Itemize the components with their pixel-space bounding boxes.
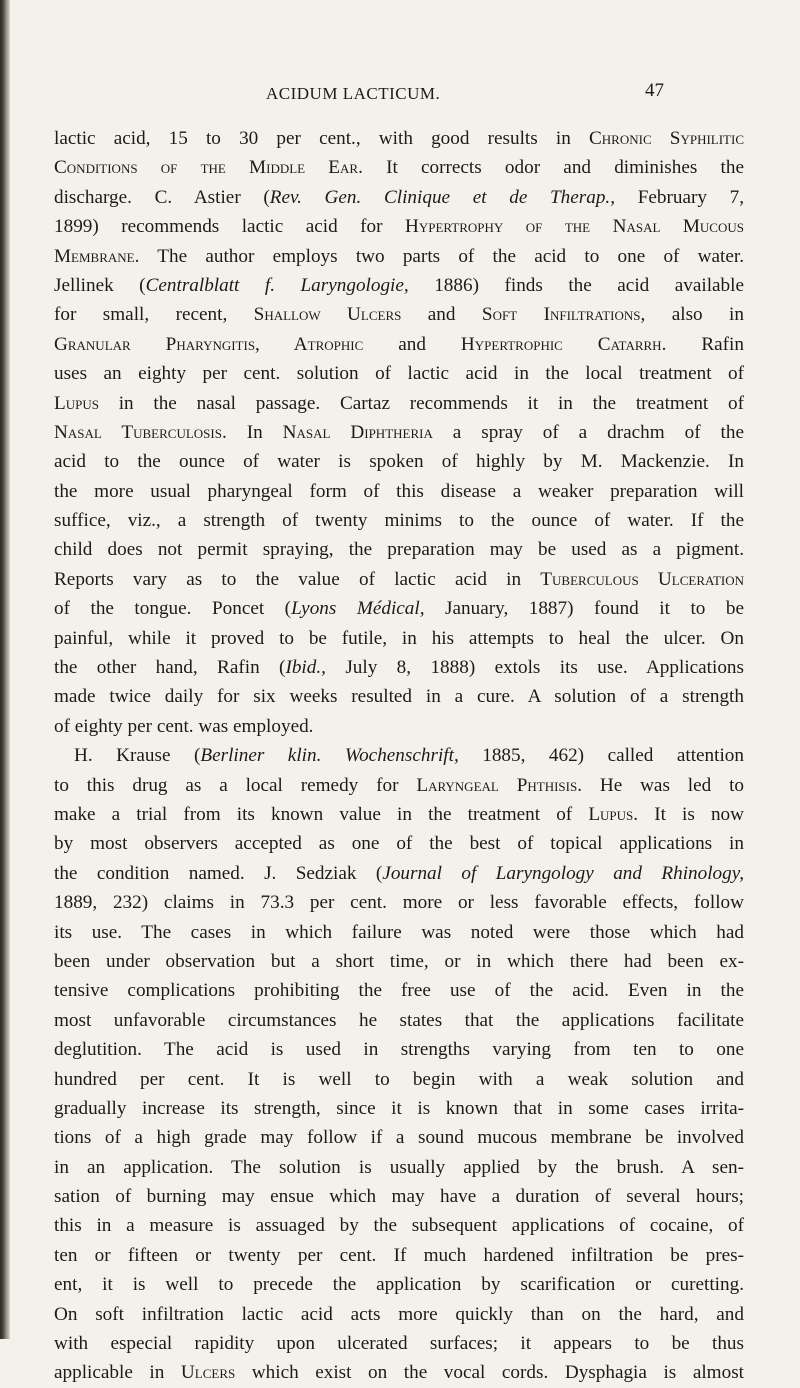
text-segment: in the nasal passage. Cartaz recommends it in the treatment of: [98, 392, 744, 414]
text-segment: this in a measure is assuaged by the subsequent applications of cocaine, of: [54, 1215, 744, 1237]
text-line: [54, 535, 744, 564]
italic-citation: Lyons Médical,: [291, 598, 425, 620]
text-line: [54, 918, 744, 947]
text-line: [54, 829, 744, 858]
text-segment: sation of burning may ensue which may have a duration of several hours;: [54, 1186, 744, 1208]
text-segment: made twice daily for six weeks resulted in a cure. A solution of a strength: [54, 686, 744, 708]
small-caps-term: Hypertrophic Catarrh.: [460, 333, 667, 355]
text-segment: of the tongue. Poncet (: [54, 598, 292, 620]
small-caps-term: Ulcers: [180, 1362, 236, 1384]
text-segment: make a trial from its known value in the treatment of: [54, 803, 589, 825]
italic-citation: Centralblatt f. Laryngologie,: [145, 274, 409, 296]
text-segment: 1899) recommends lactic acid for: [54, 216, 405, 238]
text-segment: the condition named. J. Sedziak (: [54, 862, 383, 884]
text-segment: discharge. C. Astier (: [54, 186, 270, 208]
text-segment: In: [226, 421, 283, 443]
text-segment: The author employs two parts of the acid to one of water.: [139, 245, 744, 267]
text-line: [54, 741, 744, 770]
text-line: [54, 594, 744, 623]
text-segment: It is now: [638, 803, 745, 825]
text-line: [54, 477, 744, 506]
body-text: [54, 124, 744, 1388]
text-segment: and: [363, 333, 461, 355]
text-segment: On soft infiltration lactic acid acts more quickly than on the hard, and: [54, 1303, 744, 1325]
text-line: [54, 653, 744, 682]
text-line: [54, 1270, 744, 1299]
text-segment: by most observers accepted as one of the best of topical applications in: [54, 833, 744, 855]
text-line: [54, 712, 744, 741]
text-segment: the other hand, Rafin (: [54, 657, 286, 679]
text-segment: in an application. The solution is usually applied by the brush. A sen-: [54, 1156, 744, 1178]
text-line: [54, 1329, 744, 1358]
text-line: [54, 771, 744, 800]
text-segment: hundred per cent. It is well to begin with a weak solution and: [54, 1068, 744, 1090]
text-line: [54, 1300, 744, 1329]
text-segment: applicable in: [54, 1362, 181, 1384]
text-line: [54, 1065, 744, 1094]
text-segment: 1885, 462) called attention: [458, 745, 744, 767]
text-line: [54, 183, 744, 212]
text-line: [54, 212, 744, 241]
text-segment: to this drug as a local remedy for: [54, 774, 417, 796]
small-caps-term: Membrane.: [54, 245, 140, 267]
text-line: [54, 1153, 744, 1182]
text-segment: and: [401, 304, 482, 326]
text-line: [54, 359, 744, 388]
text-line: [54, 1006, 744, 1035]
text-line: [54, 330, 744, 359]
page-number: 47: [645, 80, 664, 101]
text-segment: 1886) finds the acid available: [408, 274, 744, 296]
text-segment: child does not permit spraying, the preparation may be used as a pigment.: [54, 539, 744, 561]
small-caps-term: Tuberculous Ulceration: [540, 568, 744, 590]
text-segment: ten or fifteen or twenty per cent. If much hardened infiltration be pres-: [54, 1244, 744, 1266]
italic-citation: Journal of Laryngology and Rhinology,: [382, 862, 744, 884]
text-segment: He was led to: [582, 774, 744, 796]
text-line: [54, 888, 744, 917]
italic-citation: Ibid.,: [285, 657, 326, 679]
text-line: [54, 300, 744, 329]
small-caps-term: Nasal Diphtheria: [282, 421, 433, 443]
text-segment: It corrects odor and diminishes the: [362, 157, 744, 179]
text-segment: Reports vary as to the value of lactic acid in: [54, 568, 541, 590]
text-segment: also in: [645, 304, 744, 326]
text-line: [54, 1358, 744, 1387]
small-caps-term: Lupus: [54, 392, 99, 414]
text-line: [54, 624, 744, 653]
text-segment: suffice, viz., a strength of twenty minims to the ounce of water. If the: [54, 510, 744, 532]
text-segment: ent, it is well to precede the application by scarification or curetting.: [54, 1274, 744, 1296]
small-caps-term: Soft Infiltrations,: [481, 304, 646, 326]
text-line: [54, 242, 744, 271]
small-caps-term: Shallow Ulcers: [253, 304, 402, 326]
text-line: [54, 1241, 744, 1270]
text-segment: deglutition. The acid is used in strengths varying from ten to one: [54, 1039, 744, 1061]
text-line: [54, 859, 744, 888]
text-line: [54, 506, 744, 535]
text-segment: for small, recent,: [54, 304, 254, 326]
text-line: [54, 418, 744, 447]
italic-citation: Berliner klin. Wochenschrift,: [200, 745, 459, 767]
text-segment: most unfavorable circumstances he states that the applications facilitate: [54, 1009, 744, 1031]
text-segment: of eighty per cent. was employed.: [54, 715, 314, 737]
page-binding-shadow: [0, 0, 10, 1339]
text-segment: a spray of a drachm of the: [432, 421, 744, 443]
text-line: [54, 271, 744, 300]
text-segment: which exist on the vocal cords. Dysphagia is almost: [235, 1362, 744, 1384]
text-segment: with especial rapidity upon ulcerated surfaces; it appears to be thus: [54, 1333, 744, 1355]
text-line: [54, 153, 744, 182]
text-line: [54, 1211, 744, 1240]
small-caps-term: Hypertrophy of the Nasal Mucous: [405, 216, 744, 238]
text-line: [54, 1123, 744, 1152]
text-line: [54, 1035, 744, 1064]
text-segment: uses an eighty per cent. solution of lactic acid in the local treatment of: [54, 363, 744, 385]
text-line: [54, 447, 744, 476]
small-caps-term: Nasal Tuberculosis.: [54, 421, 227, 443]
italic-citation: Rev. Gen. Clinique et de Therap.,: [269, 186, 616, 208]
text-segment: January, 1887) found it to be: [424, 598, 744, 620]
running-head: ACIDUM LACTICUM.: [266, 84, 441, 103]
text-segment: its use. The cases in which failure was noted were those which had: [54, 921, 744, 943]
small-caps-term: Granular Pharyngitis, Atrophic: [54, 333, 364, 355]
text-segment: painful, while it proved to be futile, in his attempts to heal the ulcer. On: [54, 627, 744, 649]
text-line: [54, 1182, 744, 1211]
small-caps-term: Chronic Syphilitic: [588, 128, 745, 149]
text-segment: July 8, 1888) extols its use. Applications: [325, 657, 744, 679]
text-segment: tions of a high grade may follow if a sound mucous membrane be involved: [54, 1127, 744, 1149]
text-segment: Jellinek (: [54, 274, 146, 296]
text-line: [54, 976, 744, 1005]
text-line: [54, 124, 744, 153]
text-line: [54, 682, 744, 711]
text-segment: been under observation but a short time, or in which there had been ex-: [54, 950, 744, 972]
text-segment: gradually increase its strength, since it is known that in some cases irrita-: [54, 1097, 744, 1119]
text-segment: acid to the ounce of water is spoken of highly by M. Mackenzie. In: [54, 451, 744, 473]
small-caps-term: Laryngeal Phthisis.: [416, 774, 582, 796]
text-segment: H. Krause (: [74, 745, 201, 767]
text-segment: February 7,: [615, 186, 745, 208]
text-line: [54, 389, 744, 418]
text-line: [54, 947, 744, 976]
text-line: [54, 565, 744, 594]
small-caps-term: Lupus.: [588, 803, 639, 825]
text-segment: the more usual pharyngeal form of this disease a weaker preparation will: [54, 480, 744, 502]
text-segment: Rafin: [666, 333, 744, 355]
text-segment: 1889, 232) claims in 73.3 per cent. more or less favorable effects, follow: [54, 892, 744, 914]
text-line: [54, 1094, 744, 1123]
text-segment: lactic acid, 15 to 30 per cent., with good results in: [54, 128, 589, 149]
small-caps-term: Conditions of the Middle Ear.: [54, 157, 363, 179]
text-line: [54, 800, 744, 829]
text-segment: tensive complications prohibiting the free use of the acid. Even in the: [54, 980, 744, 1002]
